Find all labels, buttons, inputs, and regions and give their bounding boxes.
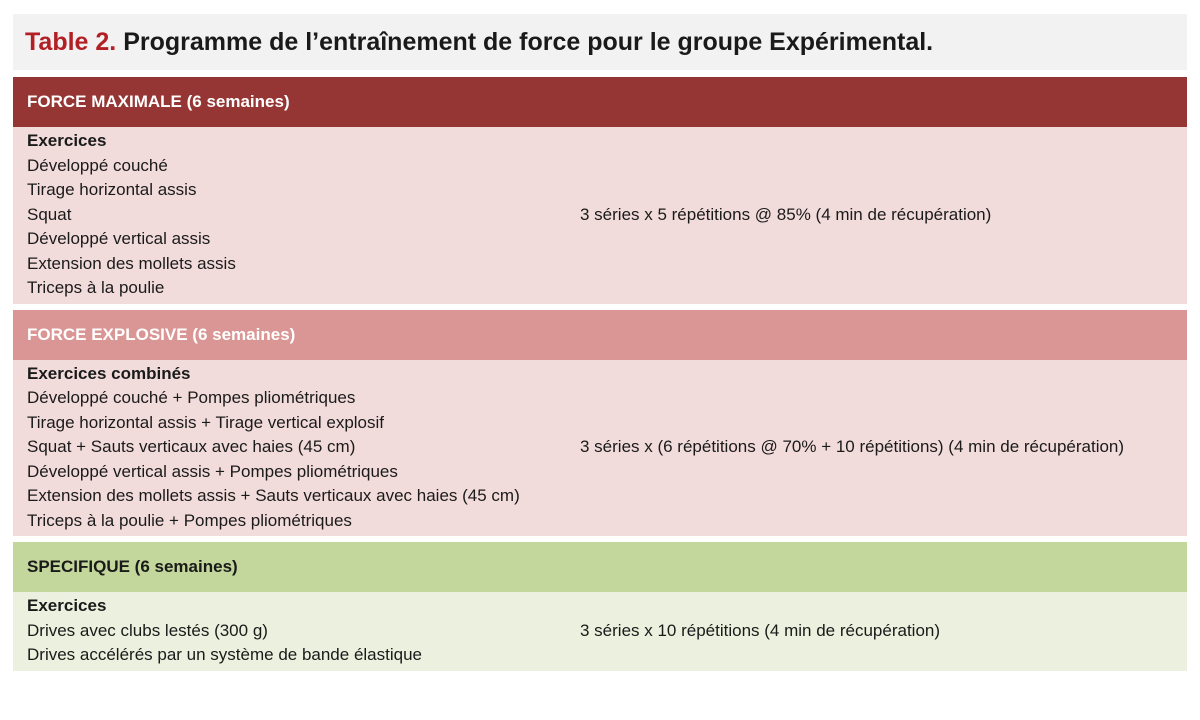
protocol-text: 3 séries x (6 répétitions @ 70% + 10 répétitions) (4 min de récupération): [580, 437, 1125, 456]
exercise-item: Développé couché: [27, 155, 168, 175]
section-body-specifique: [13, 592, 1187, 671]
exercise-list-heading: Exercices: [27, 596, 107, 615]
exercise-item: Squat: [27, 204, 72, 224]
table-caption-bar: [13, 14, 1187, 70]
table-number: Table 2.: [25, 27, 117, 56]
exercise-item: Extension des mollets assis + Sauts verticaux avec haies (45 cm): [27, 486, 520, 505]
section-header-force-explosive: [13, 310, 1187, 360]
protocol-text: 3 séries x 10 répétitions (4 min de récupération): [580, 620, 941, 640]
exercise-item: Triceps à la poulie + Pompes pliométriques: [27, 510, 352, 530]
exercise-item: Drives accélérés par un système de bande élastique: [27, 645, 422, 664]
exercise-item: Drives avec clubs lestés (300 g): [27, 620, 268, 640]
exercise-item: Développé vertical assis + Pompes pliométriques: [27, 461, 398, 481]
section-body-force-maximale: [13, 127, 1187, 304]
exercise-item: Tirage horizontal assis: [27, 180, 197, 199]
table-caption: [25, 28, 933, 57]
section-title: SPECIFIQUE (6 semaines): [27, 557, 238, 576]
exercise-item: Développé vertical assis: [27, 229, 211, 248]
section-body-force-explosive: [13, 360, 1187, 537]
section-title: FORCE MAXIMALE (6 semaines): [27, 92, 290, 111]
exercise-item: Extension des mollets assis: [27, 253, 236, 273]
exercise-item: Tirage horizontal assis + Tirage vertical explosif: [27, 412, 384, 432]
exercise-list: [27, 594, 580, 668]
section-title: FORCE EXPLOSIVE (6 semaines): [27, 324, 296, 344]
exercise-list-heading: Exercices combinés: [27, 363, 191, 383]
protocol-text: 3 séries x 5 répétitions @ 85% (4 min de récupération): [580, 204, 992, 224]
exercise-item: Squat + Sauts verticaux avec haies (45 cm): [27, 437, 356, 456]
exercise-item: Triceps à la poulie: [27, 278, 165, 297]
exercise-item: Développé couché + Pompes pliométriques: [27, 388, 356, 407]
exercise-list: [27, 362, 580, 534]
table-caption-text: Programme de l’entraînement de force pour le groupe Expérimental.: [123, 27, 934, 56]
exercise-list: [27, 129, 580, 301]
training-program-table: [13, 77, 1187, 671]
section-header-force-maximale: [13, 77, 1187, 127]
exercise-list-heading: Exercices: [27, 131, 107, 150]
section-header-specifique: [13, 542, 1187, 592]
